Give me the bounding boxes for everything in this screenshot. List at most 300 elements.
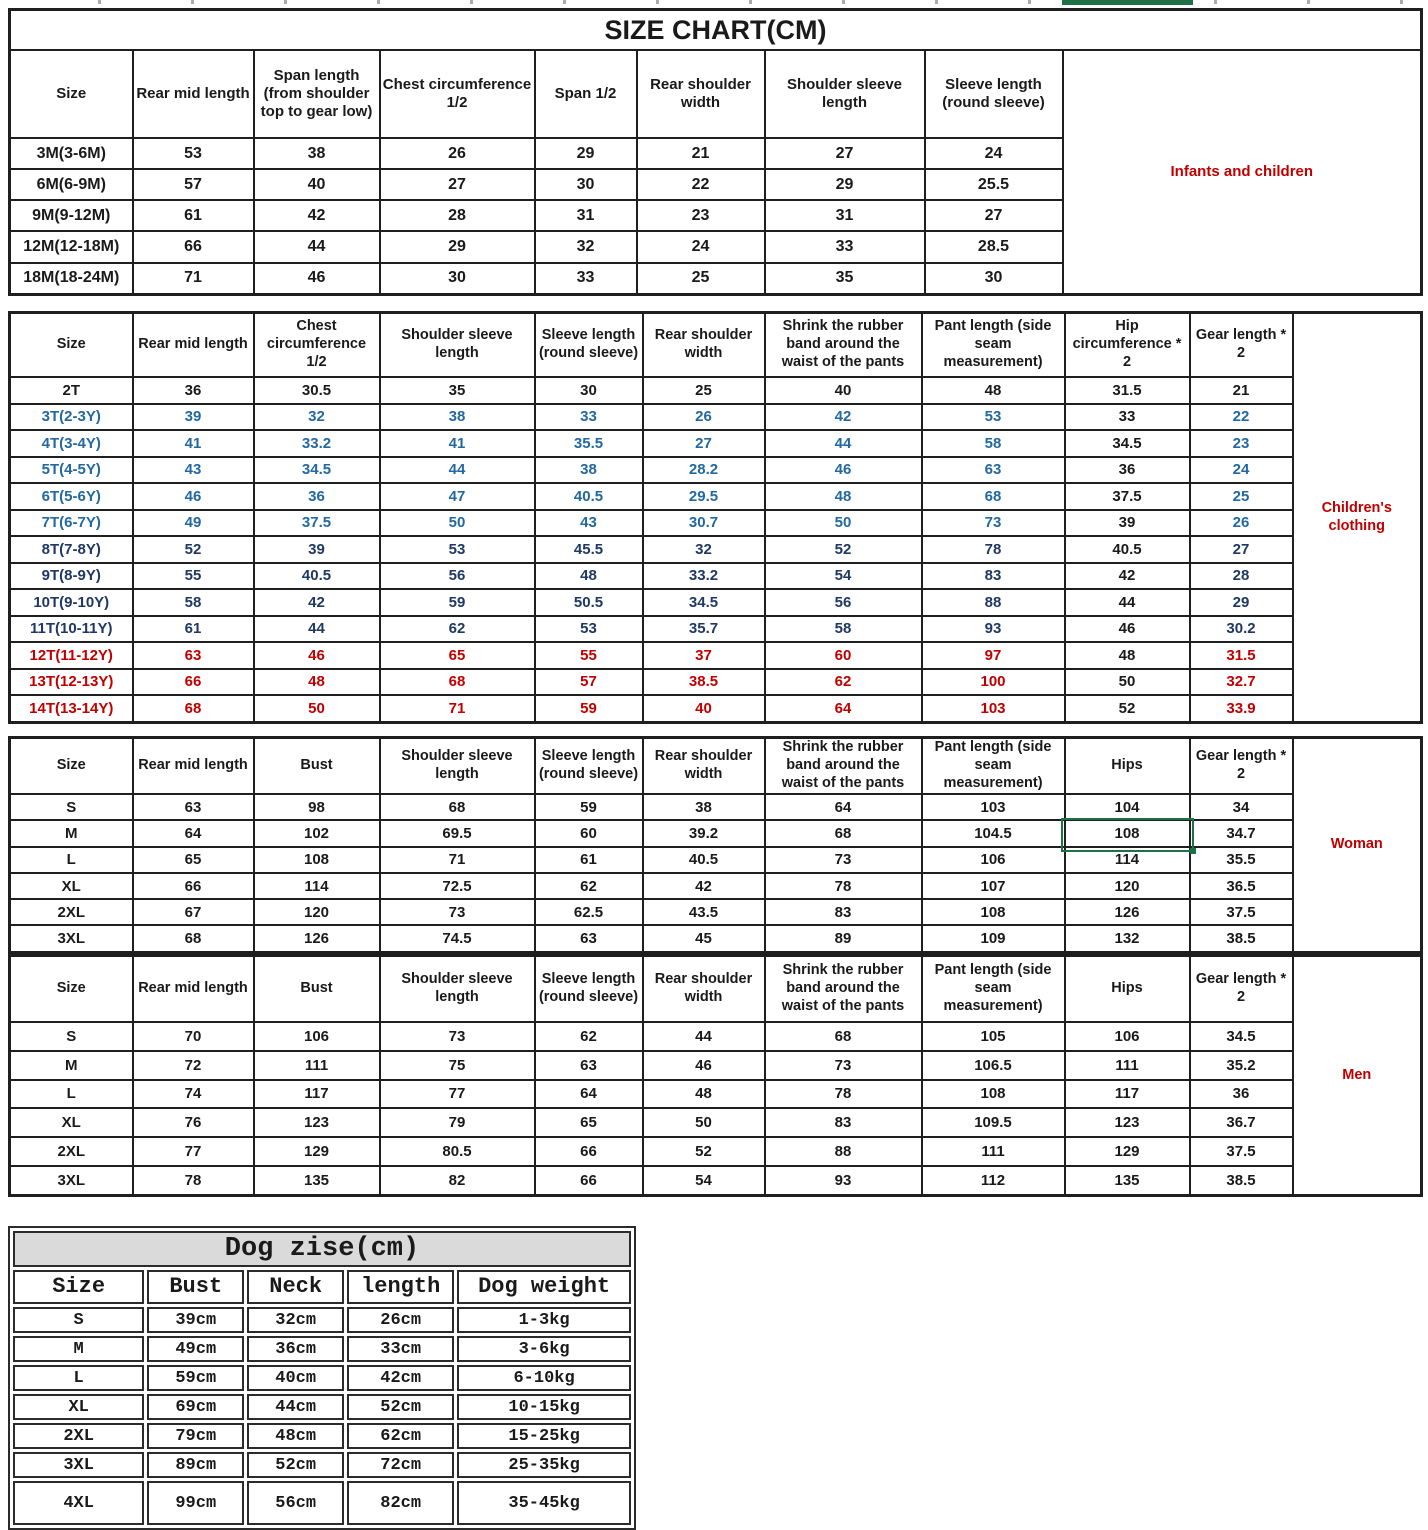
table-cell: 114 <box>254 873 380 899</box>
table-cell: 73 <box>922 510 1065 537</box>
table-row <box>10 899 1422 925</box>
table-cell: 58 <box>133 589 254 616</box>
table-cell: 29.5 <box>643 483 765 510</box>
table-cell: 79 <box>380 1108 535 1137</box>
table-cell: 62 <box>535 1022 643 1051</box>
table-cell: 78 <box>765 873 922 899</box>
table-cell: 38 <box>380 404 535 431</box>
row-size-label: XL <box>10 1108 133 1137</box>
table-cell: 56cm <box>247 1481 344 1525</box>
table-cell: 78 <box>922 536 1065 563</box>
table-cell: 66 <box>535 1137 643 1166</box>
table-cell: 33 <box>1065 404 1190 431</box>
table-cell: 39cm <box>147 1307 244 1333</box>
table-cell: 108 <box>254 847 380 873</box>
table-cell: 52cm <box>347 1394 454 1420</box>
table-cell: 48 <box>922 377 1065 404</box>
table-cell: 112 <box>922 1166 1065 1196</box>
table-cell: 46 <box>254 263 380 295</box>
table-cell: 30.7 <box>643 510 765 537</box>
table-cell: 35.5 <box>535 430 643 457</box>
table-cell: 36 <box>133 377 254 404</box>
table-cell: 38.5 <box>1190 925 1293 952</box>
table-cell: 28 <box>380 200 535 231</box>
row-size-label: 3XL <box>10 1166 133 1196</box>
table-row <box>10 563 1422 590</box>
column-header: Pant length (side seam measurement) <box>922 313 1065 378</box>
table-row <box>10 820 1422 846</box>
table-cell: 54 <box>765 563 922 590</box>
table-cell: 41 <box>380 430 535 457</box>
column-selection-highlight <box>1062 0 1193 5</box>
table-row <box>10 794 1422 820</box>
table-cell: 52cm <box>247 1452 344 1478</box>
table-cell: 56 <box>380 563 535 590</box>
table-cell: 24 <box>1190 457 1293 484</box>
table-cell: 36 <box>1190 1080 1293 1109</box>
table-cell: 50 <box>643 1108 765 1137</box>
table-cell: 49 <box>133 510 254 537</box>
column-header: Hips <box>1065 956 1190 1023</box>
table-cell: 55 <box>133 563 254 590</box>
table-cell: 43 <box>535 510 643 537</box>
table-cell: 48 <box>765 483 922 510</box>
table-cell: 109 <box>922 925 1065 952</box>
column-header: Shrink the rubber band around the waist of the pants <box>765 738 922 795</box>
table-cell: 69cm <box>147 1394 244 1420</box>
table-cell: 72cm <box>347 1452 454 1478</box>
table-cell: 62 <box>380 616 535 643</box>
table-cell: 50 <box>380 510 535 537</box>
table-row <box>10 925 1422 952</box>
table-row <box>10 457 1422 484</box>
table-cell: 107 <box>922 873 1065 899</box>
row-size-label: 4T(3-4Y) <box>10 430 133 457</box>
table-cell: 27 <box>765 138 925 169</box>
table-cell: 73 <box>765 1051 922 1080</box>
table-cell: 93 <box>922 616 1065 643</box>
column-header: Shoulder sleeve length <box>765 50 925 138</box>
row-size-label: 8T(7-8Y) <box>10 536 133 563</box>
table-cell: 25 <box>643 377 765 404</box>
table-cell: 35.7 <box>643 616 765 643</box>
table-cell: 30 <box>380 263 535 295</box>
table-cell: 63 <box>535 1051 643 1080</box>
table-cell: 26 <box>380 138 535 169</box>
table-cell: 67 <box>133 899 254 925</box>
row-size-label: 9M(9-12M) <box>10 200 133 231</box>
row-size-label: 14T(13-14Y) <box>10 695 133 722</box>
table-cell: 44 <box>643 1022 765 1051</box>
table-cell: 25 <box>1190 483 1293 510</box>
table-cell: 38.5 <box>643 669 765 696</box>
column-header: Rear mid length <box>133 956 254 1023</box>
table-cell: 29 <box>380 231 535 262</box>
table-cell: 39 <box>1065 510 1190 537</box>
table-cell: 30 <box>535 377 643 404</box>
table-cell: 48 <box>643 1080 765 1109</box>
table-cell: 38 <box>643 794 765 820</box>
column-header: Dog weight <box>457 1270 631 1304</box>
table-cell: 32 <box>643 536 765 563</box>
table-cell: 33 <box>535 263 637 295</box>
group-label: Men <box>1293 956 1422 1196</box>
table-cell: 108 <box>1065 820 1190 846</box>
column-header: Rear shoulder width <box>637 50 765 138</box>
table-cell: 132 <box>1065 925 1190 952</box>
table-row <box>13 1423 631 1449</box>
column-header: Size <box>13 1270 144 1304</box>
table-cell: 34.5 <box>1065 430 1190 457</box>
table-cell: 70 <box>133 1022 254 1051</box>
table-cell: 38 <box>535 457 643 484</box>
column-header: Size <box>10 313 133 378</box>
table-cell: 40.5 <box>254 563 380 590</box>
table-cell: 35 <box>380 377 535 404</box>
table-cell: 50 <box>1065 669 1190 696</box>
table-cell: 36 <box>254 483 380 510</box>
table-cell: 23 <box>1190 430 1293 457</box>
table-cell: 39.2 <box>643 820 765 846</box>
table-cell: 102 <box>254 820 380 846</box>
group-label: Woman <box>1293 738 1422 953</box>
row-size-label: 13T(12-13Y) <box>10 669 133 696</box>
table-cell: 78 <box>765 1080 922 1109</box>
table-cell: 33cm <box>347 1336 454 1362</box>
table-cell: 40 <box>765 377 922 404</box>
column-header: Sleeve length (round sleeve) <box>925 50 1063 138</box>
table-cell: 57 <box>133 169 254 200</box>
table-cell: 36.5 <box>1190 873 1293 899</box>
table-cell: 52 <box>1065 695 1190 722</box>
table-row <box>13 1307 631 1333</box>
table-cell: 39 <box>133 404 254 431</box>
table-cell: 40.5 <box>535 483 643 510</box>
table-cell: 79cm <box>147 1423 244 1449</box>
dog-size-table <box>8 1226 636 1530</box>
row-size-label: M <box>10 1051 133 1080</box>
table-cell: 61 <box>133 616 254 643</box>
table-cell: 108 <box>922 899 1065 925</box>
column-header: Bust <box>254 738 380 795</box>
table-cell: 106 <box>922 847 1065 873</box>
table-row <box>10 404 1422 431</box>
table-cell: 34.7 <box>1190 820 1293 846</box>
row-size-label: 7T(6-7Y) <box>10 510 133 537</box>
table-cell: 54 <box>643 1166 765 1196</box>
table-cell: 41 <box>133 430 254 457</box>
table-cell: 111 <box>922 1137 1065 1166</box>
table-cell: 38.5 <box>1190 1166 1293 1196</box>
table-cell: 63 <box>922 457 1065 484</box>
table-cell: 28 <box>1190 563 1293 590</box>
table-cell: 34 <box>1190 794 1293 820</box>
table-cell: 53 <box>133 138 254 169</box>
table-cell: 58 <box>765 616 922 643</box>
row-size-label: 2T <box>10 377 133 404</box>
column-header: Size <box>10 956 133 1023</box>
table-cell: 59 <box>535 794 643 820</box>
table-cell: 68 <box>380 669 535 696</box>
table-cell: 71 <box>380 695 535 722</box>
table-cell: 50 <box>765 510 922 537</box>
table-cell: 56 <box>765 589 922 616</box>
table-cell: 64 <box>133 820 254 846</box>
table-cell: 78 <box>133 1166 254 1196</box>
table-cell: 62 <box>765 669 922 696</box>
table-cell: 40cm <box>247 1365 344 1391</box>
row-size-label: 5T(4-5Y) <box>10 457 133 484</box>
table-cell: 40 <box>643 695 765 722</box>
table-cell: 123 <box>1065 1108 1190 1137</box>
table-cell: 63 <box>535 925 643 952</box>
column-header: Rear shoulder width <box>643 956 765 1023</box>
table-cell: 15-25kg <box>457 1423 631 1449</box>
table-cell: 63 <box>133 794 254 820</box>
table-cell: 123 <box>254 1108 380 1137</box>
column-header: Shrink the rubber band around the waist of the pants <box>765 313 922 378</box>
table-cell: 74.5 <box>380 925 535 952</box>
table-cell: 72 <box>133 1051 254 1080</box>
group-label: Infants and children <box>1063 50 1422 295</box>
table-row <box>10 1166 1422 1196</box>
table-cell: 24 <box>637 231 765 262</box>
table-row <box>10 616 1422 643</box>
table-cell: 62cm <box>347 1423 454 1449</box>
table-cell: 62.5 <box>535 899 643 925</box>
table-cell: 46 <box>1065 616 1190 643</box>
table-cell: 25 <box>637 263 765 295</box>
table-cell: 106 <box>254 1022 380 1051</box>
column-header: Shoulder sleeve length <box>380 738 535 795</box>
row-size-label: 18M(18-24M) <box>10 263 133 295</box>
table-cell: 27 <box>643 430 765 457</box>
table-row <box>10 377 1422 404</box>
table-cell: 114 <box>1065 847 1190 873</box>
table-cell: 66 <box>133 873 254 899</box>
table-cell: 71 <box>380 847 535 873</box>
table-cell: 10-15kg <box>457 1394 631 1420</box>
table-cell: 66 <box>133 231 254 262</box>
row-size-label: L <box>10 1080 133 1109</box>
table-cell: 26 <box>643 404 765 431</box>
column-header: Bust <box>254 956 380 1023</box>
table-cell: 71 <box>133 263 254 295</box>
column-header: Shoulder sleeve length <box>380 956 535 1023</box>
table-cell: 21 <box>1190 377 1293 404</box>
table-cell: 30.2 <box>1190 616 1293 643</box>
column-header: Sleeve length (round sleeve) <box>535 313 643 378</box>
table-cell: 26 <box>1190 510 1293 537</box>
table-cell: 57 <box>535 669 643 696</box>
table-cell: 40.5 <box>643 847 765 873</box>
table-cell: 29 <box>535 138 637 169</box>
table-cell: 120 <box>1065 873 1190 899</box>
table-cell: 37.5 <box>254 510 380 537</box>
table-cell: 61 <box>535 847 643 873</box>
column-header: Hip circumference * 2 <box>1065 313 1190 378</box>
table-cell: 33.2 <box>254 430 380 457</box>
table-cell: 68 <box>380 794 535 820</box>
table-cell: 53 <box>535 616 643 643</box>
table-cell: 63 <box>133 642 254 669</box>
table-row <box>10 1137 1422 1166</box>
table-cell: 126 <box>1065 899 1190 925</box>
table-cell: 93 <box>765 1166 922 1196</box>
table-cell: 99cm <box>147 1481 244 1525</box>
table-row <box>10 1022 1422 1051</box>
table-cell: 77 <box>380 1080 535 1109</box>
column-header: Pant length (side seam measurement) <box>922 956 1065 1023</box>
table-cell: 47 <box>380 483 535 510</box>
table-cell: 60 <box>535 820 643 846</box>
table-cell: 104 <box>1065 794 1190 820</box>
dog-table-title: Dog zise(cm) <box>13 1231 631 1267</box>
table-cell: 58 <box>922 430 1065 457</box>
table-cell: 126 <box>254 925 380 952</box>
table-row <box>10 669 1422 696</box>
column-header: Sleeve length (round sleeve) <box>535 738 643 795</box>
table-cell: 50.5 <box>535 589 643 616</box>
table-cell: 66 <box>535 1166 643 1196</box>
table-row <box>10 430 1422 457</box>
table-cell: 77 <box>133 1137 254 1166</box>
column-header: Sleeve length (round sleeve) <box>535 956 643 1023</box>
table-cell: 33 <box>765 231 925 262</box>
table-cell: 30.5 <box>254 377 380 404</box>
table-row <box>10 642 1422 669</box>
column-header: Pant length (side seam measurement) <box>922 738 1065 795</box>
row-size-label: 2XL <box>10 899 133 925</box>
spreadsheet-column-ticks <box>8 0 1420 4</box>
table-cell: 49cm <box>147 1336 244 1362</box>
table-cell: 82cm <box>347 1481 454 1525</box>
table-cell: 29 <box>765 169 925 200</box>
table-cell: 27 <box>1190 536 1293 563</box>
table-cell: 35 <box>765 263 925 295</box>
table-cell: 44 <box>380 457 535 484</box>
table-cell: 73 <box>380 899 535 925</box>
row-size-label: 3M(3-6M) <box>10 138 133 169</box>
table-cell: 35-45kg <box>457 1481 631 1525</box>
table-row <box>10 589 1422 616</box>
column-header: Size <box>10 50 133 138</box>
table-row <box>13 1481 631 1525</box>
table-cell: 43.5 <box>643 899 765 925</box>
table-cell: 25.5 <box>925 169 1063 200</box>
row-size-label: 4XL <box>13 1481 144 1525</box>
table-cell: 98 <box>254 794 380 820</box>
table-cell: 89 <box>765 925 922 952</box>
table-cell: 48 <box>1065 642 1190 669</box>
table-cell: 105 <box>922 1022 1065 1051</box>
column-header: Gear length * 2 <box>1190 738 1293 795</box>
infants-size-table <box>8 8 1423 296</box>
column-header: Rear shoulder width <box>643 313 765 378</box>
column-header: Chest circumference 1/2 <box>380 50 535 138</box>
column-header: Gear length * 2 <box>1190 313 1293 378</box>
table-cell: 68 <box>133 925 254 952</box>
table-cell: 46 <box>133 483 254 510</box>
table-cell: 48 <box>254 669 380 696</box>
group-label: Children's clothing <box>1293 313 1422 723</box>
table-cell: 68 <box>765 1022 922 1051</box>
row-size-label: 2XL <box>13 1423 144 1449</box>
table-cell: 48 <box>535 563 643 590</box>
table-cell: 23 <box>637 200 765 231</box>
table-cell: 33.9 <box>1190 695 1293 722</box>
table-cell: 37.5 <box>1190 899 1293 925</box>
column-header: Span 1/2 <box>535 50 637 138</box>
table-cell: 65 <box>133 847 254 873</box>
table-cell: 53 <box>380 536 535 563</box>
children-size-table <box>8 311 1423 724</box>
table-cell: 61 <box>133 200 254 231</box>
table-cell: 52 <box>133 536 254 563</box>
column-header: Neck <box>247 1270 344 1304</box>
table-cell: 65 <box>380 642 535 669</box>
table-cell: 22 <box>637 169 765 200</box>
table-cell: 80.5 <box>380 1137 535 1166</box>
men-size-table <box>8 954 1423 1197</box>
table-cell: 73 <box>380 1022 535 1051</box>
row-size-label: S <box>13 1307 144 1333</box>
row-size-label: 6T(5-6Y) <box>10 483 133 510</box>
table-cell: 83 <box>765 899 922 925</box>
table-cell: 36cm <box>247 1336 344 1362</box>
table-cell: 45 <box>643 925 765 952</box>
row-size-label: 2XL <box>10 1137 133 1166</box>
table-cell: 42 <box>1065 563 1190 590</box>
column-header: Span length (from shoulder top to gear low) <box>254 50 380 138</box>
table-cell: 34.5 <box>1190 1022 1293 1051</box>
table-cell: 74 <box>133 1080 254 1109</box>
table-cell: 30 <box>535 169 637 200</box>
table-cell: 111 <box>254 1051 380 1080</box>
table-cell: 28.5 <box>925 231 1063 262</box>
row-size-label: 10T(9-10Y) <box>10 589 133 616</box>
table-cell: 36 <box>1065 457 1190 484</box>
table-cell: 42 <box>254 200 380 231</box>
row-size-label: 6M(6-9M) <box>10 169 133 200</box>
column-header: Size <box>10 738 133 795</box>
table-cell: 24 <box>925 138 1063 169</box>
table-cell: 37 <box>643 642 765 669</box>
table-cell: 129 <box>254 1137 380 1166</box>
table-cell: 33.2 <box>643 563 765 590</box>
table-row <box>10 1051 1422 1080</box>
table-row <box>13 1394 631 1420</box>
table-cell: 64 <box>765 695 922 722</box>
table-cell: 28.2 <box>643 457 765 484</box>
table-cell: 35.5 <box>1190 847 1293 873</box>
table-cell: 42 <box>765 404 922 431</box>
table-cell: 31.5 <box>1190 642 1293 669</box>
table-cell: 106.5 <box>922 1051 1065 1080</box>
table-cell: 55 <box>535 642 643 669</box>
row-size-label: 3XL <box>10 925 133 952</box>
table-row <box>13 1336 631 1362</box>
table-cell: 135 <box>1065 1166 1190 1196</box>
table-cell: 109.5 <box>922 1108 1065 1137</box>
table-cell: 76 <box>133 1108 254 1137</box>
table-cell: 117 <box>254 1080 380 1109</box>
table-cell: 73 <box>765 847 922 873</box>
table-cell: 32cm <box>247 1307 344 1333</box>
column-header: Rear shoulder width <box>643 738 765 795</box>
table-cell: 42 <box>643 873 765 899</box>
column-header: Rear mid length <box>133 738 254 795</box>
